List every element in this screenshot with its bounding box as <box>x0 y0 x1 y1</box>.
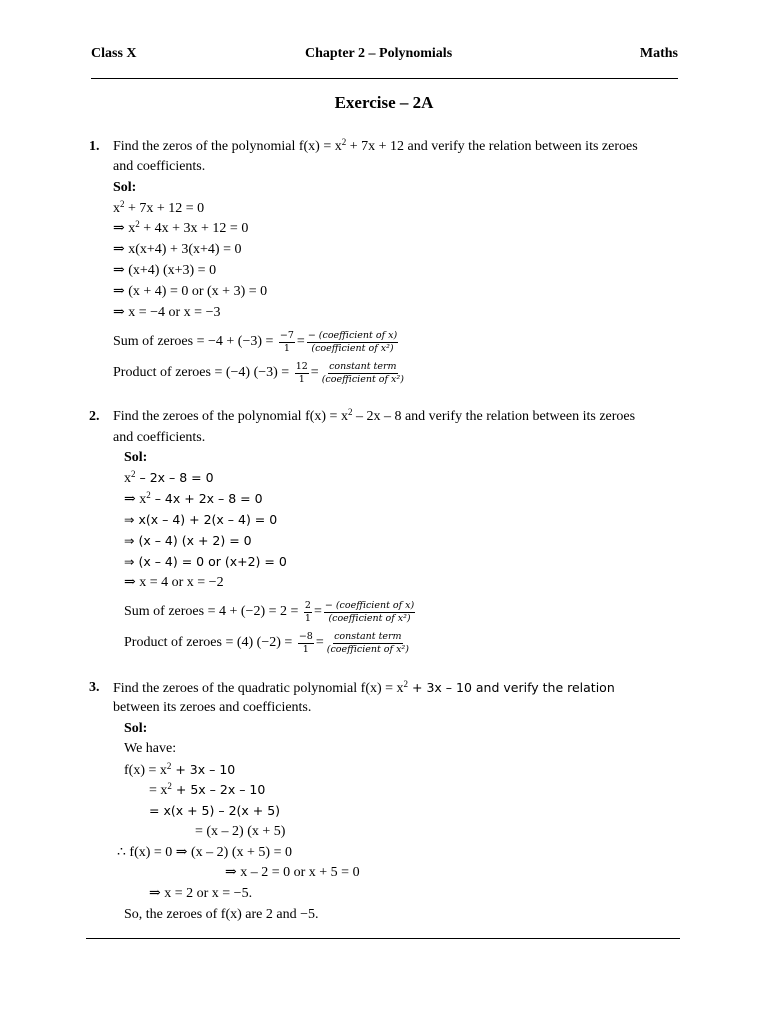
question-1-text-cont: and coefficients. <box>113 159 206 174</box>
q3-step-7: ⇒ x = 2 or x = −5. <box>149 886 253 901</box>
question-3-number: 3. <box>89 680 100 695</box>
q2-step-4: ⇒ (x – 4) (x + 2) = 0 <box>124 533 252 548</box>
question-3-text: Find the zeroes of the quadratic polynomial $f(x) = x^2 + 3x - 10$ and verify the relation <box>113 679 615 696</box>
q1-step-2: ⇒ $x^2 + 4x + 3x + 12 = 0$ <box>113 219 249 236</box>
q2-product-formula: $\frac{\text{constant term}}{\text{(coefficient of x²)}}$ <box>326 631 409 655</box>
q1-product-of-zeroes: Product of zeroes = (−4) (−3) = $\frac{12}{1}$ = $\frac{\text{constant term}}{\text{(coefficient of x²)}}$ <box>113 361 404 385</box>
header-chapter: Chapter 2 – Polynomials <box>305 46 453 61</box>
header-class: Class X <box>91 46 137 61</box>
q1-sum-formula: $\frac{\text{− (coefficient of x)}}{\text{(coefficient of x²)}}$ <box>307 330 398 354</box>
q2-product-fraction: $\frac{-8}{1}$ <box>298 631 313 655</box>
q1-sum-fraction: $\frac{-7}{1}$ <box>279 330 294 354</box>
header-subject: Maths <box>639 46 678 61</box>
q2-step-5: ⇒ (x – 4) = 0 or (x+2) = 0 <box>124 554 287 569</box>
q3-we-have: We have: <box>124 741 177 756</box>
q2-sum-fraction: $\frac{2}{1}$ <box>304 600 311 624</box>
question-2-text: Find the zeroes of the polynomial $f(x) = x^2 - 2x - 8$ and verify the relation between its zeroes <box>113 407 636 424</box>
q2-step-3: ⇒ x(x – 4) + 2(x – 4) = 0 <box>124 512 278 527</box>
q3-step-3: = x(x + 5) – 2(x + 5) <box>149 803 281 818</box>
q3-step-5: ∴ f(x) = 0 ⇒ (x – 2) (x + 5) = 0 <box>117 845 292 860</box>
q1-step-5: ⇒ (x + 4) = 0 or (x + 3) = 0 <box>113 284 268 299</box>
question-3-sol-label: Sol: <box>124 721 148 736</box>
q1-step-3: ⇒ x(x+4) + 3(x+4) = 0 <box>113 242 242 257</box>
page-title: Exercise – 2A <box>334 93 434 112</box>
q1-step-4: ⇒ (x+4) (x+3) = 0 <box>113 263 217 278</box>
question-2-text-cont: and coefficients. <box>113 430 206 445</box>
question-2-sol-label: Sol: <box>124 450 148 465</box>
q2-step-6: ⇒ x = 4 or x = −2 <box>124 575 224 590</box>
q3-step-4: = (x – 2) (x + 5) <box>195 824 286 839</box>
q1-sum-of-zeroes: Sum of zeroes = −4 + (−3) = $\frac{-7}{1}$ = $\frac{\text{− (coefficient of x)}}{\text{(coefficient of x²)}}$ <box>113 330 398 354</box>
q2-product-of-zeroes: Product of zeroes = (4) (−2) = $\frac{-8}{1}$ = $\frac{\text{constant term}}{\text{(coefficient of x²)}}$ <box>124 631 409 655</box>
question-1-sol-label: Sol: <box>113 180 137 195</box>
q3-step-1: $f(x) = x^2 + 3x - 10$ <box>124 761 236 778</box>
question-1-text: Find the zeros of the polynomial $f(x) = x^2 + 7x + 12$ and verify the relation between its zeroes <box>113 137 638 154</box>
q3-step-6: ⇒ x – 2 = 0 or x + 5 = 0 <box>225 865 360 880</box>
q2-sum-of-zeroes: Sum of zeroes = 4 + (−2) = 2 = $\frac{2}{1}$ = $\frac{\text{− (coefficient of x)}}{\text{(coefficient of x²)}}$ <box>124 600 415 624</box>
question-3-text-cont: between its zeroes and coefficients. <box>113 700 312 715</box>
header-rule <box>91 78 678 79</box>
q1-product-formula: $\frac{\text{constant term}}{\text{(coefficient of x²)}}$ <box>321 361 404 385</box>
q2-step-2: ⇒ $x^2 - 4x + 2x - 8 = 0$ <box>124 490 263 507</box>
footer-rule <box>86 938 680 939</box>
question-2-number: 2. <box>89 409 100 424</box>
q2-sum-formula: $\frac{\text{− (coefficient of x)}}{\text{(coefficient of x²)}}$ <box>324 600 415 624</box>
question-1-number: 1. <box>89 139 100 154</box>
q1-step-6: ⇒ x = −4 or x = −3 <box>113 305 221 320</box>
q3-conclusion: So, the zeroes of f(x) are 2 and −5. <box>124 907 319 922</box>
q1-step-1: $x^2 + 7x + 12 = 0$ <box>113 199 205 216</box>
q1-product-fraction: $\frac{12}{1}$ <box>295 361 308 385</box>
q2-step-1: $x^2 - 2x - 8 = 0$ <box>124 469 214 486</box>
q3-step-2: = $x^2 + 5x - 2x - 10$ <box>149 781 266 798</box>
